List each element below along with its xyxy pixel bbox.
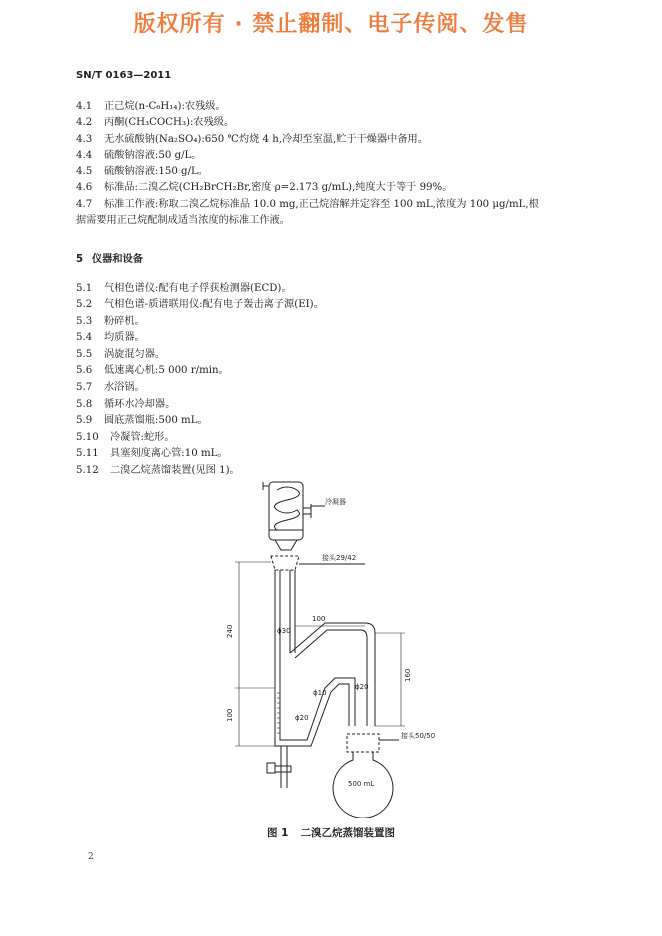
- svg-text:ϕ20: ϕ20: [355, 683, 369, 691]
- page-number: 2: [88, 852, 94, 862]
- list-item: 5.9 圆底蒸馏瓶:500 mL。: [76, 415, 208, 426]
- svg-text:100: 100: [226, 708, 234, 722]
- list-item: 5.1 气相色谱仪:配有电子俘获检测器(ECD)。: [76, 283, 292, 294]
- list-item: 5.3 粉碎机。: [76, 316, 145, 327]
- list-item: 5.4 均质器。: [76, 332, 145, 343]
- list-item: 5.8 循环水冷却器。: [76, 399, 176, 410]
- svg-text:500 mL: 500 mL: [348, 780, 375, 788]
- svg-text:ϕ20: ϕ20: [295, 714, 309, 722]
- svg-text:接头29/42: 接头29/42: [322, 554, 357, 562]
- distillation-apparatus-figure: [215, 478, 455, 818]
- svg-text:ϕ10: ϕ10: [313, 689, 327, 697]
- list-item-continuation: 据需要用正己烷配制成适当浓度的标准工作液。: [76, 215, 290, 226]
- list-item: 5.6 低速离心机:5 000 r/min。: [76, 365, 229, 376]
- svg-text:ϕ30: ϕ30: [277, 627, 291, 635]
- list-item: 5.11 具塞刻度离心管:10 mL。: [76, 448, 228, 459]
- list-item: 4.1 正己烷(n-C₆H₁₄):农残级。: [76, 101, 226, 112]
- condenser-drawing: [263, 482, 311, 550]
- list-item: 4.2 丙酮(CH₃COCH₃):农残级。: [76, 117, 235, 128]
- list-item: 5.2 气相色谱-质谱联用仪:配有电子轰击离子源(EI)。: [76, 299, 324, 310]
- list-item: 5.12 二溴乙烷蒸馏装置(见图 1)。: [76, 465, 240, 476]
- svg-text:冷凝器: 冷凝器: [325, 498, 346, 506]
- watermark: 版权所有 · 禁止翻制、电子传阅、发售: [133, 12, 529, 37]
- document-code: SN/T 0163—2011: [76, 70, 172, 81]
- list-item: 5.10 冷凝管:蛇形。: [76, 432, 175, 443]
- list-item: 4.6 标准品:二溴乙烷(CH₂BrCH₂Br,密度 ρ=2.173 g/mL),纯度大于等于 99%。: [76, 182, 453, 193]
- svg-text:160: 160: [404, 668, 412, 682]
- section-heading: 5 仪器和设备: [76, 254, 143, 265]
- svg-text:100: 100: [312, 615, 326, 623]
- list-item: 5.7 水浴锅。: [76, 382, 145, 393]
- figure-caption: 图 1 二溴乙烷蒸馏装置图: [267, 827, 395, 839]
- svg-text:接头50/50: 接头50/50: [401, 732, 436, 740]
- list-item: 4.4 硫酸钠溶液:50 g/L。: [76, 150, 202, 161]
- list-item: 4.5 硫酸钠溶液:150 g/L。: [76, 166, 208, 177]
- list-item: 4.7 标准工作液:称取二溴乙烷标准品 10.0 mg,正己烷溶解并定容至 100 mL,浓度为 100 μg/mL,根: [76, 199, 539, 210]
- list-item: 5.5 涡旋混匀器。: [76, 349, 166, 360]
- svg-text:240: 240: [226, 624, 234, 638]
- list-item: 4.3 无水硫酸钠(Na₂SO₄):650 ℃灼烧 4 h,冷却至室温,贮于干燥器中备用。: [76, 134, 428, 145]
